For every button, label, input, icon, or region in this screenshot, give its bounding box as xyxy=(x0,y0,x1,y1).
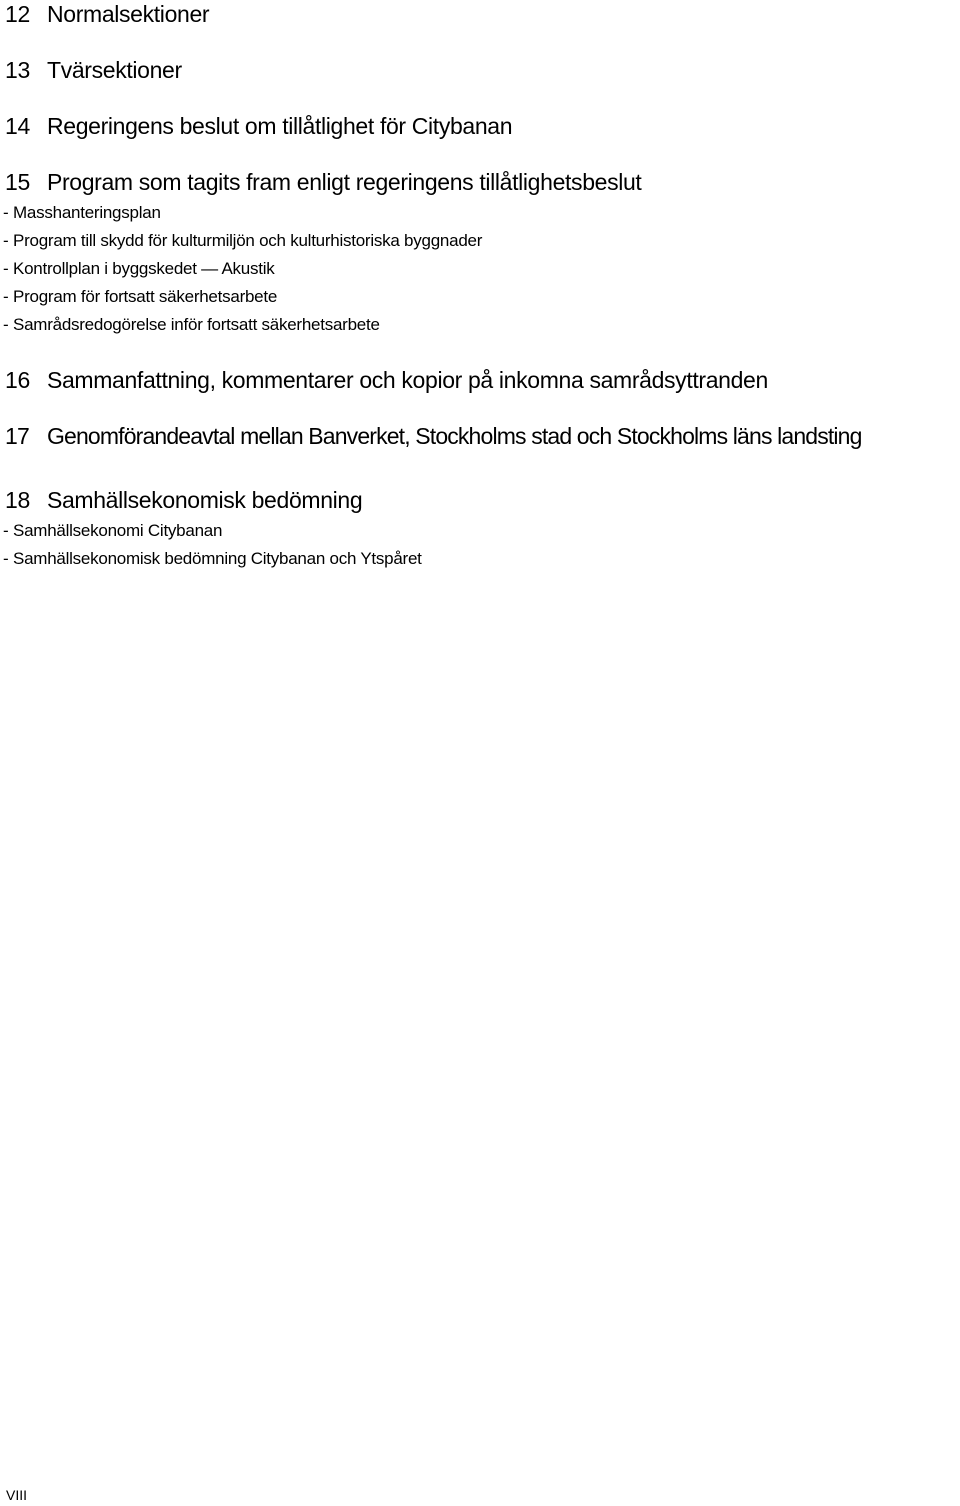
bullet-dash: - xyxy=(3,315,9,334)
toc-entry-17 xyxy=(5,422,862,450)
toc-subitem-text: Masshanteringsplan xyxy=(13,203,161,222)
toc-subitem-text: Program till skydd för kulturmiljön och kulturhistoriska byggnader xyxy=(13,231,483,250)
toc-entry-number: 18 xyxy=(5,487,30,513)
bullet-dash: - xyxy=(3,259,9,278)
toc-entry-15 xyxy=(5,168,641,196)
page-number: VIII xyxy=(6,1487,28,1503)
toc-subitem xyxy=(3,202,161,224)
toc-subitem xyxy=(3,314,380,336)
bullet-dash: - xyxy=(3,287,9,306)
toc-entry-title: Regeringens beslut om tillåtlighet för Citybanan xyxy=(47,113,513,139)
bullet-dash: - xyxy=(3,231,9,250)
toc-entry-number: 14 xyxy=(5,113,30,139)
toc-subitem xyxy=(3,548,422,570)
toc-entry-title: Normalsektioner xyxy=(47,1,210,27)
toc-entry-number: 12 xyxy=(5,1,30,27)
toc-entry-14 xyxy=(5,112,512,140)
toc-entry-12 xyxy=(5,0,209,28)
toc-entry-title: Tvärsektioner xyxy=(47,57,182,83)
toc-subitem xyxy=(3,258,275,280)
toc-subitem xyxy=(3,230,482,252)
toc-entry-number: 15 xyxy=(5,169,30,195)
toc-subitem xyxy=(3,286,277,308)
toc-entry-title: Program som tagits fram enligt regeringens tillåtlighetsbeslut xyxy=(47,169,642,195)
toc-entry-18 xyxy=(5,486,362,514)
toc-entry-number: 17 xyxy=(5,423,29,449)
bullet-dash: - xyxy=(3,521,9,540)
toc-subitem-text: Samrådsredogörelse inför fortsatt säkerhetsarbete xyxy=(13,315,380,334)
toc-entry-title: Samhällsekonomisk bedömning xyxy=(47,487,363,513)
toc-entry-title: Genomförandeavtal mellan Banverket, Stockholms stad och Stockholms läns landsting xyxy=(47,423,862,449)
toc-subitem-text: Samhällsekonomi Citybanan xyxy=(13,521,223,540)
toc-entry-number: 16 xyxy=(5,367,30,393)
bullet-dash: - xyxy=(3,549,9,568)
toc-entry-16 xyxy=(5,366,768,394)
toc-entry-13 xyxy=(5,56,182,84)
toc-subitem xyxy=(3,520,222,542)
toc-subitem-text: Kontrollplan i byggskedet — Akustik xyxy=(13,259,275,278)
toc-subitem-text: Samhällsekonomisk bedömning Citybanan och Ytspåret xyxy=(13,549,422,568)
toc-entry-title: Sammanfattning, kommentarer och kopior på inkomna samrådsyttranden xyxy=(47,367,768,393)
toc-subitem-text: Program för fortsatt säkerhetsarbete xyxy=(13,287,278,306)
bullet-dash: - xyxy=(3,203,9,222)
toc-entry-number: 13 xyxy=(5,57,30,83)
